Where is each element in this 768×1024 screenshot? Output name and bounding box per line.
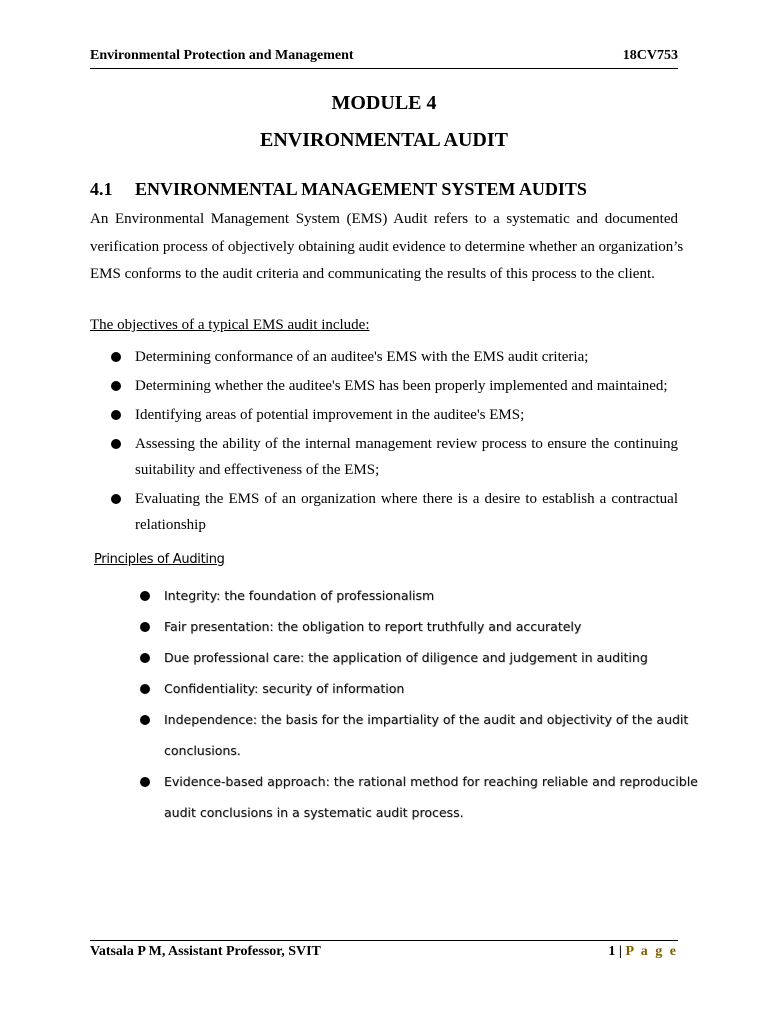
list-item bbox=[140, 704, 689, 766]
list-item-text: Identifying areas of potential improvement in the auditee's EMS; bbox=[135, 407, 525, 423]
intro-paragraph bbox=[90, 206, 684, 289]
list-item bbox=[111, 431, 678, 483]
page-number: 1 bbox=[608, 944, 616, 959]
list-item-text: suitability and effectiveness of the EMS; bbox=[135, 462, 380, 478]
objectives-list bbox=[111, 344, 678, 541]
page-indicator bbox=[608, 944, 678, 960]
list-item-text: relationship bbox=[135, 517, 206, 533]
list-item-text: audit conclusions in a systematic audit process. bbox=[164, 805, 464, 820]
intro-line: EMS conforms to the audit criteria and communicating the results of this process to the client. bbox=[90, 266, 655, 282]
page-footer bbox=[90, 940, 678, 959]
objectives-label: The objectives of a typical EMS audit include: bbox=[90, 317, 370, 333]
list-item bbox=[111, 344, 678, 370]
list-item bbox=[140, 580, 678, 611]
module-title: MODULE 4 bbox=[331, 92, 437, 114]
page-separator: | bbox=[615, 944, 626, 959]
bullet-icon bbox=[140, 653, 150, 663]
bullet-icon bbox=[111, 494, 121, 504]
bullet-icon bbox=[140, 684, 150, 694]
list-item-text: Fair presentation: the obligation to report truthfully and accurately bbox=[164, 619, 582, 634]
list-item-text: Evaluating the EMS of an organization where there is a desire to establish a contractual bbox=[135, 491, 678, 507]
intro-line: An Environmental Management System (EMS) Audit refers to a systematic and documented bbox=[90, 211, 678, 227]
list-item bbox=[111, 402, 678, 428]
list-item bbox=[140, 642, 678, 673]
section-number: 4.1 bbox=[90, 179, 113, 199]
section-heading bbox=[90, 179, 587, 200]
principles-list bbox=[140, 580, 698, 828]
list-item-text: Independence: the basis for the impartiality of the audit and objectivity of the audit bbox=[164, 712, 689, 727]
course-title: Environmental Protection and Management bbox=[90, 48, 354, 63]
bullet-icon bbox=[111, 352, 121, 362]
section-title: ENVIRONMENTAL MANAGEMENT SYSTEM AUDITS bbox=[135, 179, 587, 199]
list-item bbox=[111, 486, 678, 538]
list-item bbox=[140, 611, 678, 642]
list-item bbox=[140, 673, 678, 704]
bullet-icon bbox=[140, 591, 150, 601]
bullet-icon bbox=[140, 715, 150, 725]
principles-label: Principles of Auditing bbox=[94, 552, 225, 567]
bullet-icon bbox=[111, 381, 121, 391]
list-item-text: Determining whether the auditee's EMS has been properly implemented and maintained; bbox=[135, 378, 668, 394]
footer-author: Vatsala P M, Assistant Professor, SVIT bbox=[90, 944, 321, 959]
list-item bbox=[140, 766, 698, 828]
course-code: 18CV753 bbox=[622, 48, 678, 63]
list-item-text: Evidence-based approach: the rational method for reaching reliable and reproducible bbox=[164, 774, 698, 789]
list-item-text: Due professional care: the application of diligence and judgement in auditing bbox=[164, 650, 648, 665]
list-item-text: Determining conformance of an auditee's EMS with the EMS audit criteria; bbox=[135, 349, 589, 365]
page-label: P a g e bbox=[625, 944, 678, 959]
page-header bbox=[90, 46, 678, 69]
list-item bbox=[111, 373, 678, 399]
bullet-icon bbox=[111, 410, 121, 420]
list-item-text: Assessing the ability of the internal management review process to ensure the continuing bbox=[135, 436, 678, 452]
intro-line: verification process of objectively obtaining audit evidence to determine whether an organization’s bbox=[90, 238, 684, 255]
bullet-icon bbox=[111, 439, 121, 449]
list-item-text: Confidentiality: security of information bbox=[164, 681, 405, 696]
list-item-text: conclusions. bbox=[164, 743, 241, 758]
list-item-text: Integrity: the foundation of professionalism bbox=[164, 588, 435, 603]
bullet-icon bbox=[140, 622, 150, 632]
bullet-icon bbox=[140, 777, 150, 787]
module-subtitle: ENVIRONMENTAL AUDIT bbox=[260, 129, 508, 151]
